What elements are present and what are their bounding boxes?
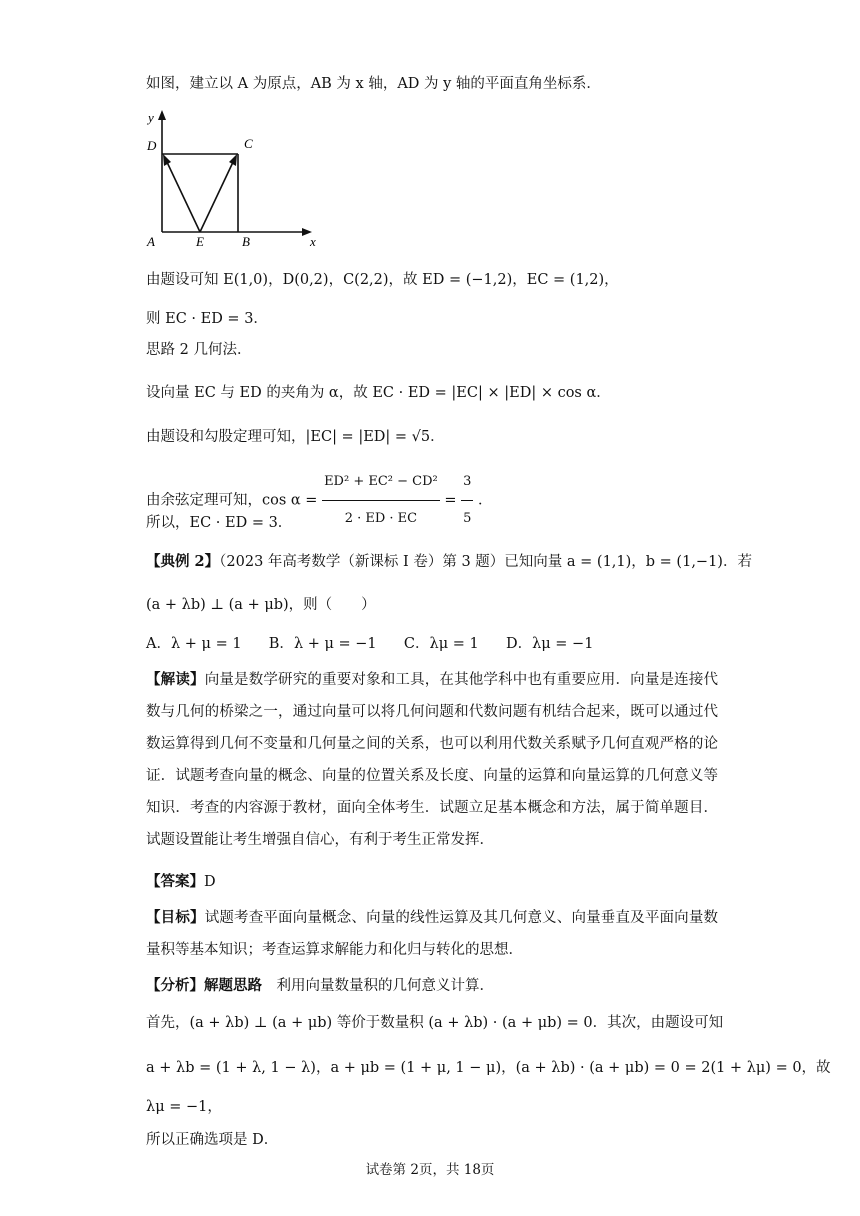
option-b: B．λ + μ = −1 — [268, 636, 377, 652]
intro-line: 如图，建立以 A 为原点，AB 为 x 轴，AD 为 y 轴的平面直角坐标系． — [146, 76, 601, 92]
cosine-denominator: 2 · ED · EC — [344, 511, 418, 526]
analysis-tag: 【分析】 — [146, 977, 204, 994]
step2-line: 则 EC · ED = 3． — [146, 311, 268, 327]
cosine-end: ． — [478, 492, 493, 509]
options-row — [146, 632, 760, 656]
answer-line — [146, 870, 760, 894]
option-c: C．λμ = 1 — [403, 636, 479, 652]
vector-ED — [166, 160, 200, 232]
method2-line1: 设向量 EC 与 ED 的夹角为 α，故 EC · ED = |EC| × |ED| × cos α． — [146, 385, 611, 401]
analysis-line2: a + λb = (1 + λ, 1 − λ)，a + μb = (1 + μ, 1 − μ)，(a + λb) · (a + μb) = 0 = 2(1 + λμ) = 0，故 — [146, 1060, 831, 1076]
step1-line: 由题设可知 E(1,0)，D(0,2)，C(2,2)，故 ED = (−1,2)，EC = (1,2)， — [146, 272, 619, 288]
example2-tag: 【典例 2】 — [146, 553, 220, 570]
option-d: D．λμ = −1 — [505, 636, 594, 652]
analysis-line — [146, 974, 760, 998]
goal-text: 试题考查平面向量概念、向量的线性运算及其几何意义、向量垂直及平面向量数量积等基本知识；考查运算求解能力和化归与转化的思想． — [146, 910, 719, 958]
method2-title: 思路 2 几何法． — [146, 342, 252, 358]
cosine-equals: = — [444, 492, 457, 509]
label-E: E — [196, 234, 204, 248]
label-B: B — [242, 234, 250, 248]
example2-line1 — [146, 550, 760, 574]
example2-line2: (a + λb) ⊥ (a + μb)，则（ ） — [146, 597, 376, 613]
method2-line2: 由题设和勾股定理可知，|EC| = |ED| = √5． — [146, 429, 445, 445]
method2-line4: 所以，EC · ED = 3． — [146, 515, 293, 531]
cosine-prefix: 由余弦定理可知，cos α = — [146, 492, 318, 509]
vector-ED-arrow — [163, 154, 171, 166]
cosine-value-den: 5 — [463, 511, 472, 526]
answer-tag: 【答案】 — [146, 873, 204, 890]
option-a: A．λ + μ = 1 — [146, 636, 242, 652]
analysis-text: 利用向量数量积的几何意义计算． — [262, 978, 494, 994]
y-axis-arrow — [158, 110, 166, 120]
vector-EC-arrow — [229, 154, 237, 166]
label-x: x — [310, 234, 316, 248]
label-A: A — [147, 234, 155, 248]
vector-EC — [200, 160, 234, 232]
coordinate-figure — [146, 108, 326, 248]
cosine-value-num: 3 — [461, 464, 473, 501]
answer-text: D — [204, 874, 216, 890]
jiedu-text: 向量是数学研究的重要对象和工具，在其他学科中也有重要应用．向量是连接代数与几何的桥梁之一，通过向量可以将几何问题和代数问题有机结合起来，既可以通过代数运算得到几何不变量和几何量之间的关系，也可以利用代数关系赋予几何直观严格的论证．试题考查向量的概念、向量的位置关系及长度、向量的运算和向量运算的几何意义等知识．考查的内容源于教材，面向全体考生．试题立足基本概念和方法，属于简单题目．试题设置能让考生增强自信心，有利于考生正常发挥． — [146, 672, 719, 848]
label-y: y — [148, 110, 154, 125]
label-C: C — [244, 136, 253, 151]
goal-paragraph — [146, 902, 718, 966]
analysis-bold: 解题思路 — [204, 977, 262, 994]
jiedu-tag: 【解读】 — [146, 671, 205, 688]
label-D: D — [147, 138, 157, 153]
example2-text: （2023 年高考数学（新课标 I 卷）第 3 题）已知向量 a = (1,1)，b = (1,−1)．若 — [219, 554, 752, 570]
page-footer: 试卷第 2页，共 18页 — [365, 1162, 495, 1178]
analysis-line3: λμ = −1， — [146, 1099, 222, 1115]
analysis-line1: 首先，(a + λb) ⊥ (a + μb) 等价于数量积 (a + λb) · (a + μb) = 0．其次，由题设可知 — [146, 1015, 724, 1031]
goal-tag: 【目标】 — [146, 909, 205, 926]
cosine-numerator: ED² + EC² − CD² — [322, 464, 440, 501]
jiedu-paragraph — [146, 664, 718, 856]
analysis-line4: 所以正确选项是 D． — [146, 1132, 279, 1148]
